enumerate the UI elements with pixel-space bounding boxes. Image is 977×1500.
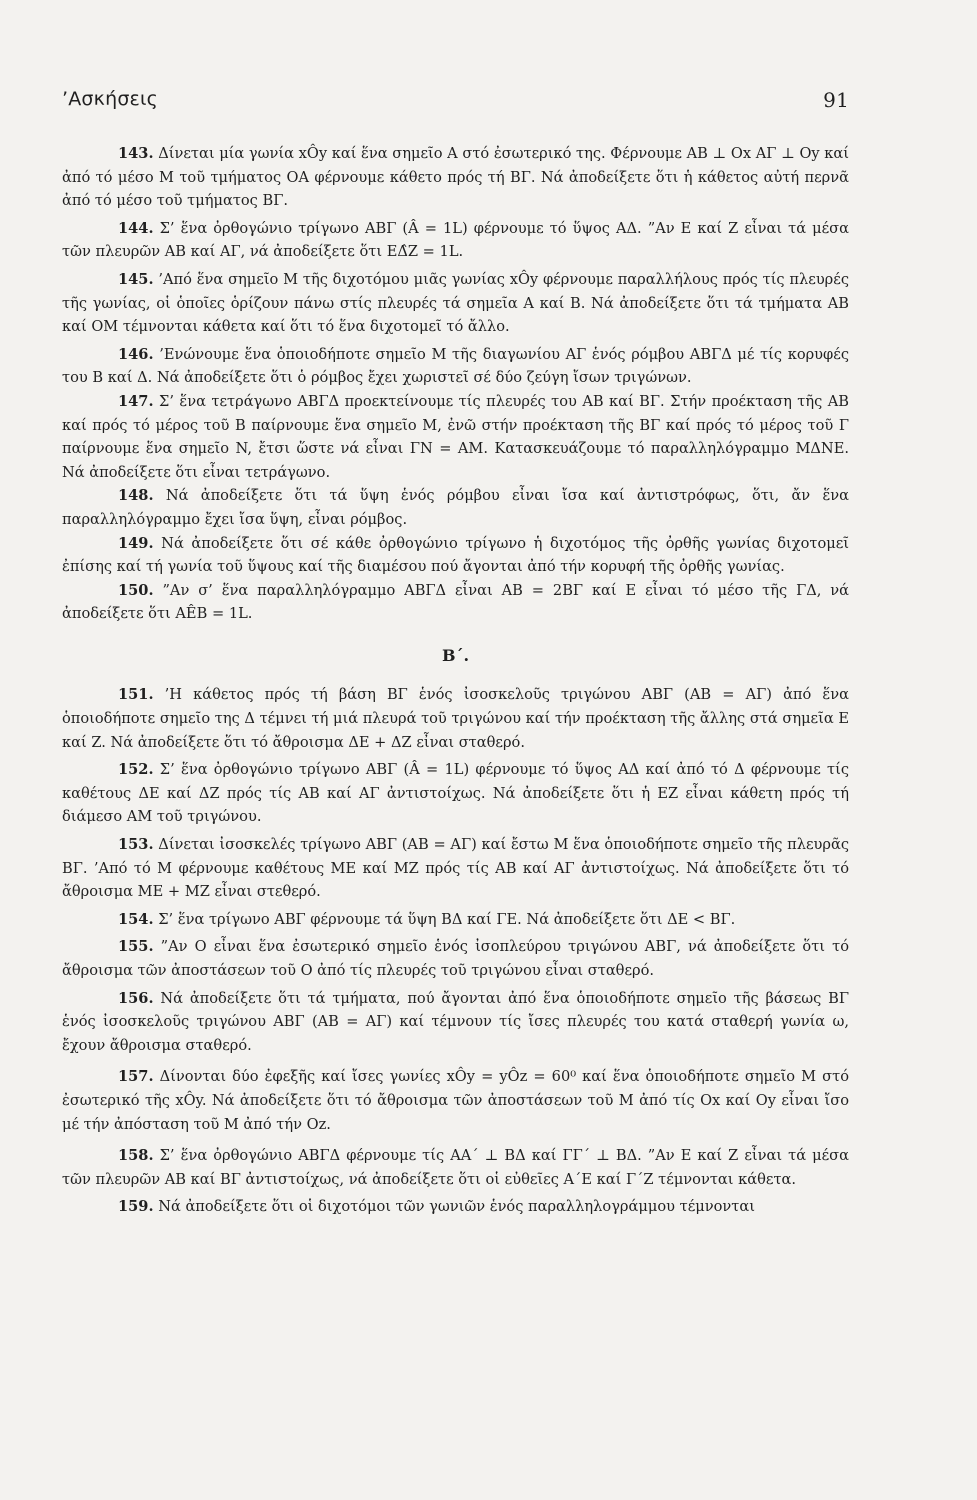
exercise-156 xyxy=(62,987,849,1058)
exercise-text: Δίνονται δύο ἐφεξῆς καί ἴσες γωνίες xÔy = yÔz = 60⁰ καί ἕνα ὁποιοδήποτε σημεῖο M στό ἐσωτερικό τῆς xÔy. Νά ἀποδείξετε ὅτι τό ἄθροισμα τῶν ἀποστάσεων τοῦ M ἀπό τίς Ox καί Oy εἶναι ἴσο μέ τήν ἀπόσταση τοῦ M ἀπό τήν Oz. xyxy=(62,1068,849,1133)
exercise-text: Σ’ ἕνα τρίγωνο ABΓ φέρνουμε τά ὕψη BΔ καί ΓE. Νά ἀποδείξετε ὅτι ΔE < BΓ. xyxy=(158,910,736,928)
exercise-number: 152. xyxy=(118,761,154,779)
exercise-number: 145. xyxy=(118,270,154,288)
exercise-number: 147. xyxy=(118,392,154,410)
exercise-number: 156. xyxy=(118,989,154,1007)
exercise-number: 158. xyxy=(118,1147,154,1165)
exercise-text: Δίνεται ἰσοσκελές τρίγωνο ABΓ (AB = AΓ) καί ἔστω M ἕνα ὁποιοδήποτε σημεῖο τῆς πλευρᾶς BΓ. ’Από τό M φέρνουμε καθέτους ME καί MZ πρός τίς AB καί AΓ ἀντιστοίχως. Νά ἀποδείξετε ὅτι τό ἄθροισμα ME + MZ εἶναι στεθερό. xyxy=(62,836,849,901)
exercise-text: Σ’ ἕνα ὀρθογώνιο ABΓΔ φέρνουμε τίς AA΄ ⊥ BΔ καί ΓΓ΄ ⊥ BΔ. ”Aν E καί Z εἶναι τά μέσα τῶν πλευρῶν AB καί BΓ ἀντιστοίχως, νά ἀποδείξετε ὅτι οἱ εὐθεῖες A΄E καί Γ΄Z τέμνονται κάθετα. xyxy=(62,1147,849,1188)
exercise-text: Νά ἀποδείξετε ὅτι τά τμήματα, πού ἄγονται ἀπό ἕνα ὁποιοδήποτε σημεῖο τῆς βάσεως BΓ ἑνός ἰσοσκελοῦς τριγώνου ABΓ (AB = AΓ) καί τέμνουν τίς ἴσες πλευρές του κατά σταθερή γωνία ω, ἔχουν ἄθροισμα σταθερό. xyxy=(62,989,850,1054)
exercise-154 xyxy=(62,908,849,932)
exercise-text: ’Από ἕνα σημεῖο M τῆς διχοτόμου μιᾶς γωνίας xÔy φέρνουμε παραλλήλους πρός τίς πλευρές τῆς γωνίας, οἱ ὁποῖες ὁρίζουν πάνω στίς πλευρές τά σημεῖα A καί B. Νά ἀποδείξετε ὅτι τά τμήματα AB καί OM τέμνονται κάθετα καί ὅτι τό ἕνα διχοτομεῖ τό ἄλλο. xyxy=(62,270,849,336)
exercise-text: ’Ενώνουμε ἕνα ὁποιοδήποτε σημεῖο M τῆς διαγωνίου AΓ ἑνός ρόμβου ABΓΔ μέ τίς κορυφές του B καί Δ. Νά ἀποδείξετε ὅτι ὁ ρόμβος ἔχει χωριστεῖ σέ δύο ζεύγη ἴσων τριγώνων. xyxy=(62,345,850,387)
exercise-147 xyxy=(62,390,849,484)
running-title: ’Ασκήσεις xyxy=(62,88,159,110)
exercise-145 xyxy=(62,268,849,339)
exercise-text: ’H κάθετος πρός τή βάση BΓ ἑνός ἰσοσκελοῦς τριγώνου ABΓ (AB = AΓ) ἀπό ἕνα ὁποιοδήποτε σημεῖο της Δ τέμνει τή μιά πλευρά τοῦ τριγώνου καί τήν προέκταση τῆς ἄλλης στά σημεῖα E καί Z. Νά ἀποδείξετε ὅτι τό ἄθροισμα ΔE + ΔZ εἶναι σταθερό. xyxy=(62,686,849,751)
exercise-text: Σ’ ἕνα τετράγωνο ABΓΔ προεκτείνουμε τίς πλευρές του AB καί BΓ. Στήν προέκταση τῆς AB καί πρός τό μέρος τοῦ B παίρνουμε ἕνα σημεῖο M, ἐνῶ στήν προέκταση τῆς BΓ καί πρός τό μέρος τοῦ Γ παίρνουμε ἕνα σημεῖο N, ἔτσι ὥστε νά εἶναι ΓN = AM. Κατασκευάζουμε τό παραλληλόγραμμο MΔNE. Νά ἀποδείξετε ὅτι εἶναι τετράγωνο. xyxy=(62,392,849,481)
exercise-159 xyxy=(62,1195,849,1219)
exercise-number: 151. xyxy=(118,686,154,704)
exercise-text: Δίνεται μία γωνία xÔy καί ἕνα σημεῖο A στό ἐσωτερικό της. Φέρνουμε AB ⊥ Ox AΓ ⊥ Oy καί ἀπό τό μέσο M τοῦ τμήματος OA φέρνουμε κάθετο πρός τή BΓ. Νά ἀποδείξετε ὅτι ἡ κάθετος αὐτή περνᾶ ἀπό τό μέσο τοῦ τμήματος BΓ. xyxy=(62,145,849,210)
exercise-155 xyxy=(62,935,849,982)
exercise-144 xyxy=(62,217,849,264)
exercise-number: 157. xyxy=(118,1068,154,1086)
exercise-number: 153. xyxy=(118,836,154,854)
page-content xyxy=(62,142,849,1219)
exercise-number: 143. xyxy=(118,145,154,162)
page-number: 91 xyxy=(823,88,849,112)
exercise-143 xyxy=(62,142,849,213)
exercise-text: ”Aν O εἶναι ἕνα ἐσωτερικό σημεῖο ἑνός ἰσοπλεύρου τριγώνου ABΓ, νά ἀποδείξετε ὅτι τό ἄθροισμα τῶν ἀποστάσεων τοῦ O ἀπό τίς πλευρές τοῦ τριγώνου εἶναι σταθερό. xyxy=(62,938,849,979)
exercise-number: 149. xyxy=(118,534,154,552)
exercise-number: 155. xyxy=(118,938,154,956)
exercise-number: 144. xyxy=(118,219,154,237)
exercise-number: 150. xyxy=(118,581,154,599)
exercise-text: Σ’ ἕνα ὀρθογώνιο τρίγωνο ABΓ (Â = 1L) φέρνουμε τό ὕψος AΔ. ”Aν E καί Z εἶναι τά μέσα τῶν πλευρῶν AB καί AΓ, νά ἀποδείξετε ὅτι EΔ̂Z = 1L. xyxy=(62,219,849,261)
exercise-text: Νά ἀποδείξετε ὅτι σέ κάθε ὀρθογώνιο τρίγωνο ἡ διχοτόμος τῆς ὀρθῆς γωνίας διχοτομεῖ ἐπίσης καί τή γωνία τοῦ ὕψους καί τῆς διαμέσου πού ἄγονται ἀπό τήν κορυφή τῆς ὀρθῆς γωνίας. xyxy=(62,534,849,576)
exercise-157 xyxy=(62,1065,849,1136)
page-header xyxy=(62,88,849,118)
exercise-text: Νά ἀποδείξετε ὅτι οἱ διχοτόμοι τῶν γωνιῶν ἑνός παραλληλογράμμου τέμνονται xyxy=(158,1198,755,1216)
exercise-148 xyxy=(62,484,849,531)
exercise-151 xyxy=(62,683,849,754)
exercise-number: 146. xyxy=(118,345,154,363)
exercise-152 xyxy=(62,758,849,829)
exercise-text: Σ’ ἕνα ὀρθογώνιο τρίγωνο ABΓ (Â = 1L) φέρνουμε τό ὕψος AΔ καί ἀπό τό Δ φέρνουμε τίς καθέτους ΔE καί ΔZ πρός τίς AB καί AΓ ἀντιστοίχως. Νά ἀποδείξετε ὅτι ἡ EZ εἶναι κάθετη πρός τή διάμεσο AM τοῦ τριγώνου. xyxy=(62,761,849,826)
exercise-text: ”Aν σ’ ἕνα παραλληλόγραμμο ABΓΔ εἶναι AB = 2BΓ καί E εἶναι τό μέσο τῆς ΓΔ, νά ἀποδείξετε ὅτι AÊB = 1L. xyxy=(62,581,849,623)
exercise-149 xyxy=(62,532,849,579)
exercise-number: 148. xyxy=(118,487,154,505)
exercise-150 xyxy=(62,579,849,626)
section-heading: B΄. xyxy=(441,645,470,665)
exercise-number: 154. xyxy=(118,910,154,928)
exercise-number: 159. xyxy=(118,1198,154,1216)
exercise-158 xyxy=(62,1144,849,1191)
exercise-146 xyxy=(62,343,849,390)
exercise-153 xyxy=(62,833,849,904)
exercise-text: Νά ἀποδείξετε ὅτι τά ὕψη ἑνός ρόμβου εἶναι ἴσα καί ἀντιστρόφως, ὅτι, ἄν ἕνα παραλληλόγραμμο ἔχει ἴσα ὕψη, εἶναι ρόμβος. xyxy=(62,487,849,528)
